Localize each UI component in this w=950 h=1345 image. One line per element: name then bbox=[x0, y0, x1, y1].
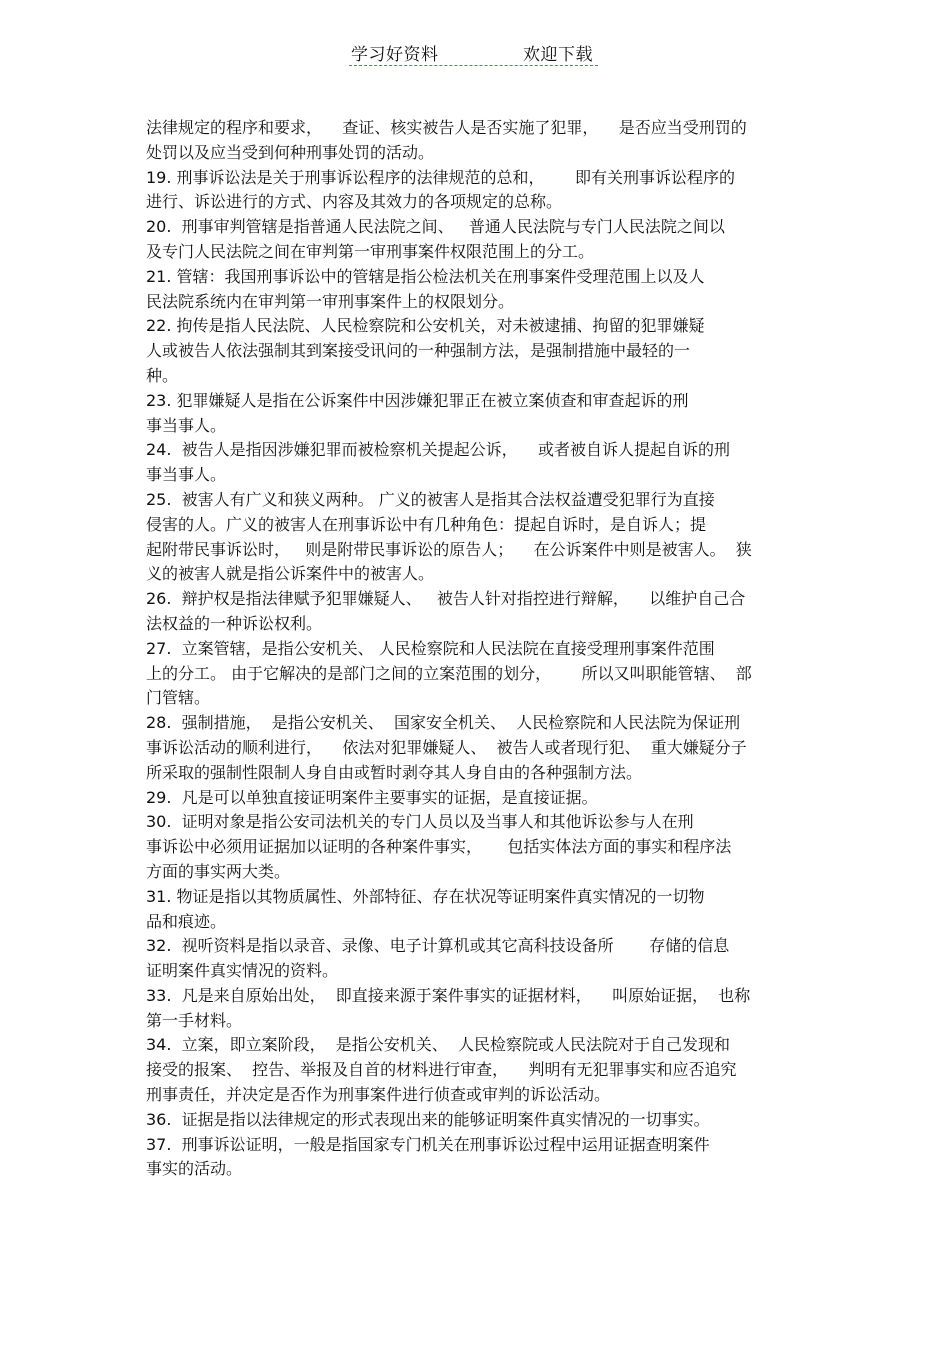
text-line: 19. 刑事诉讼法是关于刑事诉讼程序的法律规范的总和， 即有关刑事诉讼程序的 bbox=[146, 167, 736, 187]
text-line: 法权益的一种诉讼权利。 bbox=[146, 613, 323, 633]
text-line: 36. 证据是指以法律规定的形式表现出来的能够证明案件真实情况的一切事实。 bbox=[146, 1109, 710, 1129]
text-line: 事诉讼中必须用证据加以证明的各种案件事实， 包括实体法方面的事实和程序法 bbox=[146, 837, 732, 857]
document-body bbox=[146, 116, 816, 1182]
text-line: 24. 被告人是指因涉嫌犯罪而被检察机关提起公诉， 或者被自诉人提起自诉的刑 bbox=[146, 440, 730, 460]
text-line: 23. 犯罪嫌疑人是指在公诉案件中因涉嫌犯罪正在被立案侦查和审查起诉的刑 bbox=[146, 390, 689, 410]
text-line: 处罚以及应当受到何种刑事处罚的活动。 bbox=[146, 142, 435, 162]
text-line: 25. 被害人有广义和狭义两种。 广义的被害人是指其合法权益遭受犯罪行为直接 bbox=[146, 489, 715, 509]
text-line: 26. 辩护权是指法律赋予犯罪嫌疑人、 被告人针对指控进行辩解， 以维护自己合 bbox=[146, 589, 746, 609]
header-dashed-rule bbox=[349, 65, 598, 66]
text-line: 第一手材料。 bbox=[146, 1010, 243, 1030]
header-right-text: 欢迎下载 bbox=[523, 45, 593, 65]
text-line: 所采取的强制性限制人身自由或暂时剥夺其人身自由的各种强制方法。 bbox=[146, 762, 643, 782]
text-line: 22. 拘传是指人民法院、人民检察院和公安机关，对未被逮捕、拘留的犯罪嫌疑 bbox=[146, 316, 705, 336]
text-line: 29. 凡是可以单独直接证明案件主要事实的证据，是直接证据。 bbox=[146, 787, 598, 807]
text-line: 品和痕迹。 bbox=[146, 911, 227, 931]
text-line: 28. 强制措施， 是指公安机关、 国家安全机关、 人民检察院和人民法院为保证刑 bbox=[146, 713, 741, 733]
text-line: 27. 立案管辖，是指公安机关、 人民检察院和人民法院在直接受理刑事案件范围 bbox=[146, 638, 715, 658]
text-line: 21. 管辖：我国刑事诉讼中的管辖是指公检法机关在刑事案件受理范围上以及人 bbox=[146, 266, 705, 286]
text-line: 人或被告人依法强制其到案接受讯问的一种强制方法，是强制措施中最轻的一 bbox=[146, 341, 691, 361]
text-line: 20. 刑事审判管辖是指普通人民法院之间、 普通人民法院与专门人民法院之间以 bbox=[146, 217, 725, 237]
text-line: 31. 物证是指以其物质属性、外部特征、存在状况等证明案件真实情况的一切物 bbox=[146, 886, 705, 906]
text-line: 接受的报案、 控告、举报及自首的材料进行审查， 判明有无犯罪事实和应否追究 bbox=[146, 1060, 737, 1080]
text-line: 侵害的人。广义的被害人在刑事诉讼中有几种角色：提起自诉时，是自诉人；提 bbox=[146, 514, 707, 534]
text-line: 门管辖。 bbox=[146, 688, 211, 708]
text-line: 义的被害人就是指公诉案件中的被害人。 bbox=[146, 564, 435, 584]
text-line: 种。 bbox=[146, 365, 179, 385]
text-line: 方面的事实两大类。 bbox=[146, 861, 291, 881]
text-line: 37. 刑事诉讼证明，一般是指国家专门机关在刑事诉讼过程中运用证据查明案件 bbox=[146, 1134, 710, 1154]
text-line: 证明案件真实情况的资料。 bbox=[146, 961, 339, 981]
text-line: 及专门人民法院之间在审判第一审刑事案件权限范围上的分工。 bbox=[146, 241, 595, 261]
text-line: 事诉讼活动的顺利进行， 依法对犯罪嫌疑人、 被告人或者现行犯、 重大嫌疑分子 bbox=[146, 737, 747, 757]
text-line: 30. 证明对象是指公安司法机关的专门人员以及当事人和其他诉讼参与人在刑 bbox=[146, 812, 694, 832]
text-line: 事当事人。 bbox=[146, 465, 227, 485]
text-line: 上的分工。 由于它解决的是部门之间的立案范围的划分， 所以又叫职能管辖、 部 bbox=[146, 663, 752, 683]
text-line: 起附带民事诉讼时， 则是附带民事诉讼的原告人； 在公诉案件中则是被害人。 狭 bbox=[146, 539, 752, 559]
text-line: 民法院系统内在审判第一审刑事案件上的权限划分。 bbox=[146, 291, 515, 311]
text-line: 法律规定的程序和要求， 查证、核实被告人是否实施了犯罪， 是否应当受刑罚的 bbox=[146, 118, 747, 137]
header-left-text: 学习好资料 bbox=[351, 45, 439, 65]
text-line: 事实的活动。 bbox=[146, 1159, 243, 1179]
text-line: 33. 凡是来自原始出处， 即直接来源于案件事实的证据材料， 叫原始证据， 也称 bbox=[146, 985, 751, 1005]
text-line: 34. 立案，即立案阶段， 是指公安机关、 人民检察院或人民法院对于自己发现和 bbox=[146, 1035, 730, 1055]
text-line: 刑事责任，并决定是否作为刑事案件进行侦查或审判的诉讼活动。 bbox=[146, 1085, 611, 1105]
text-line: 进行、诉讼进行的方式、内容及其效力的各项规定的总称。 bbox=[146, 192, 563, 212]
text-line: 32. 视听资料是指以录音、录像、电子计算机或其它高科技设备所 存储的信息 bbox=[146, 936, 730, 956]
page-header bbox=[0, 40, 950, 70]
text-line: 事当事人。 bbox=[146, 415, 227, 435]
